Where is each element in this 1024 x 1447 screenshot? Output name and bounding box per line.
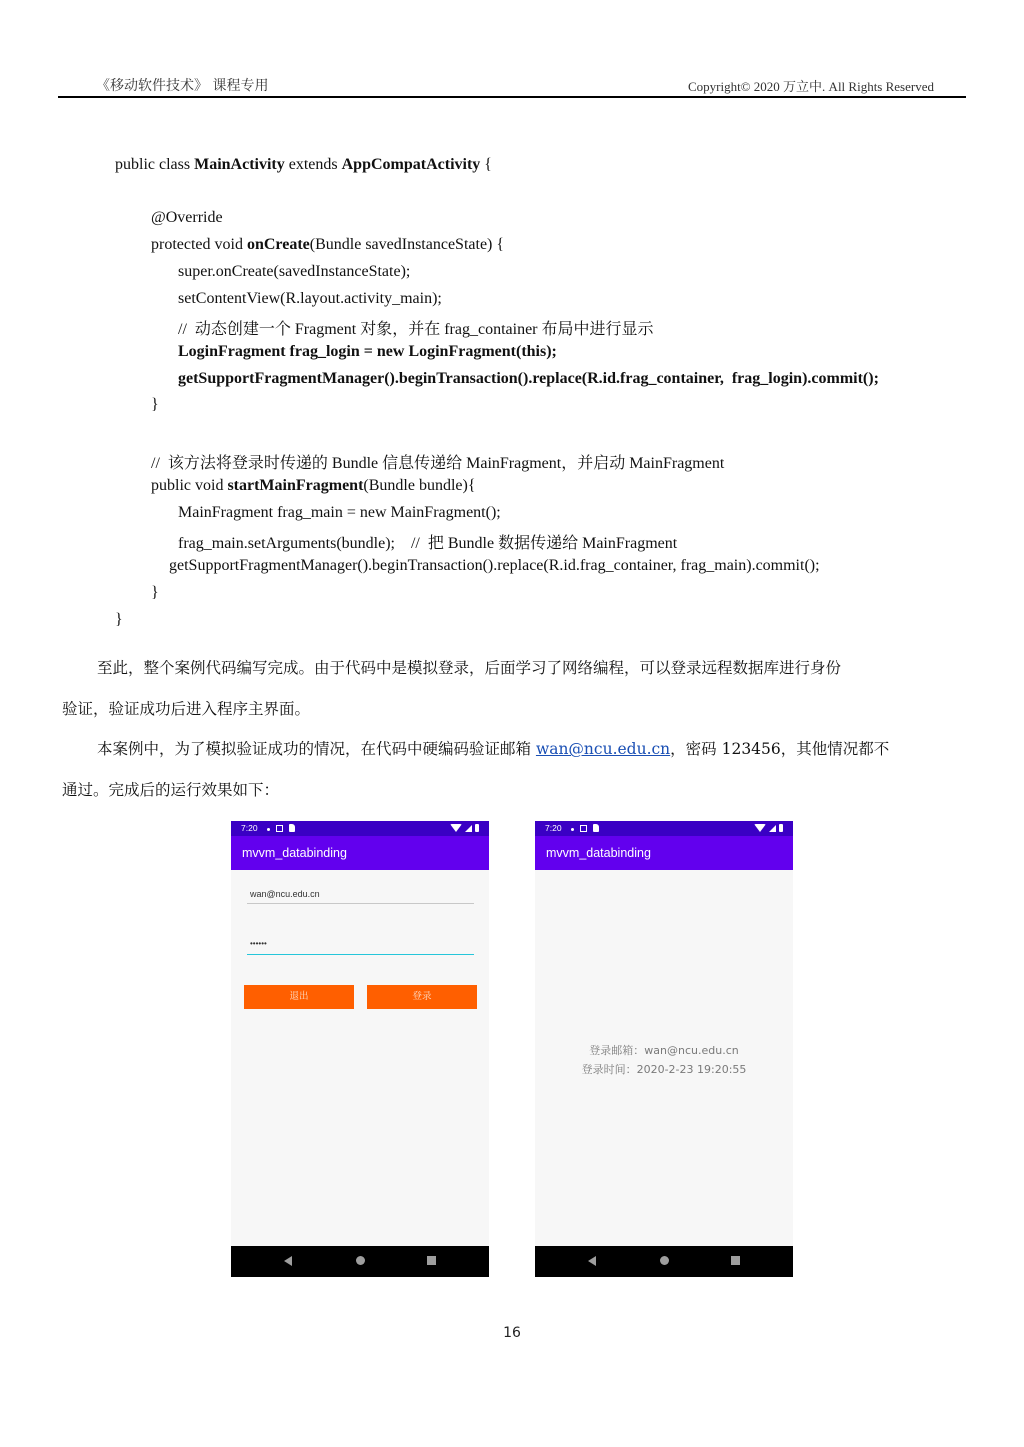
code-line-replace-main: getSupportFragmentManager().beginTransaction().replace(R.id.frag_container, frag_main).commit(); — [169, 557, 820, 574]
back-icon[interactable] — [588, 1256, 596, 1266]
code-line-oncreate-decl: protected void onCreate(Bundle savedInstanceState) { — [151, 236, 505, 253]
signal-icon — [465, 825, 472, 832]
signal-icon — [769, 825, 776, 832]
page-number: 16 — [503, 1325, 521, 1341]
notification-app-icon — [276, 825, 283, 832]
app-title: mvvm_databinding — [242, 846, 347, 860]
code-line-setcontent: setContentView(R.layout.activity_main); — [178, 290, 442, 307]
code-line-close-startmain: } — [151, 584, 159, 601]
home-icon[interactable] — [660, 1256, 669, 1265]
login-email-text: 登录邮箱：wan@ncu.edu.cn — [589, 1044, 739, 1057]
code-line-comment-2: // 该方法将登录时传递的 Bundle 信息传递给 MainFragment，并启动 MainFragment — [151, 455, 725, 472]
recent-apps-icon[interactable] — [427, 1256, 436, 1265]
paragraph-2-line-1: 本案例中，为了模拟验证成功的情况，在代码中硬编码验证邮箱 wan@ncu.edu.cn，密码 123456，其他情况都不 — [97, 740, 890, 758]
code-line-class-decl: public class MainActivity extends AppCompatActivity { — [115, 156, 492, 173]
code-line-close-oncreate: } — [151, 396, 159, 413]
code-line-login-fragment: LoginFragment frag_login = new LoginFragment(this); — [178, 343, 557, 360]
code-line-startmain-decl: public void startMainFragment(Bundle bundle){ — [151, 477, 476, 494]
email-link[interactable]: wan@ncu.edu.cn — [535, 740, 671, 758]
exit-button[interactable]: 退出 — [244, 985, 354, 1009]
sd-card-icon — [289, 824, 295, 832]
notification-app-icon — [580, 825, 587, 832]
sd-card-icon — [593, 824, 599, 832]
status-time: 7:20 — [545, 823, 562, 833]
navigation-bar — [535, 1246, 793, 1277]
wifi-icon — [450, 824, 462, 832]
code-line-replace-login: getSupportFragmentManager().beginTransaction().replace(R.id.frag_container, frag_login).commit(); — [178, 370, 879, 387]
code-line-comment-1: // 动态创建一个 Fragment 对象，并在 frag_container 布局中进行显示 — [178, 321, 654, 338]
code-line-override: @Override — [151, 209, 223, 226]
page-header — [58, 72, 966, 98]
app-bar — [535, 836, 793, 870]
wifi-icon — [754, 824, 766, 832]
login-button[interactable]: 登录 — [367, 985, 477, 1009]
main-screen-screenshot — [535, 821, 793, 1277]
login-time-text: 登录时间：2020-2-23 19:20:55 — [581, 1063, 747, 1076]
paragraph-1-line-2: 验证，验证成功后进入程序主界面。 — [62, 700, 311, 718]
code-line-close-class: } — [115, 611, 123, 628]
copyright-notice: Copyright© 2020 万立中. All Rights Reserved — [687, 79, 934, 94]
navigation-bar — [231, 1246, 489, 1277]
back-icon[interactable] — [284, 1256, 292, 1266]
paragraph-1-line-1: 至此，整个案例代码编写完成。由于代码中是模拟登录，后面学习了网络编程，可以登录远程数据库进行身份 — [97, 659, 842, 677]
notification-dot-icon — [267, 828, 270, 831]
app-bar — [231, 836, 489, 870]
password-field[interactable]: •••••• — [247, 939, 474, 955]
code-line-set-arguments: frag_main.setArguments(bundle); // 把 Bundle 数据传递给 MainFragment — [178, 535, 678, 552]
code-line-super: super.onCreate(savedInstanceState); — [178, 263, 411, 280]
login-screen-screenshot — [231, 821, 489, 1277]
battery-icon — [779, 824, 783, 832]
course-title: 《移动软件技术》 课程专用 — [96, 78, 269, 94]
home-icon[interactable] — [356, 1256, 365, 1265]
email-field[interactable]: wan@ncu.edu.cn — [247, 889, 474, 904]
code-line-main-fragment: MainFragment frag_main = new MainFragment(); — [178, 504, 501, 521]
recent-apps-icon[interactable] — [731, 1256, 740, 1265]
status-time: 7:20 — [241, 823, 258, 833]
battery-icon — [475, 824, 479, 832]
paragraph-2-line-2: 通过。完成后的运行效果如下： — [62, 781, 280, 799]
notification-dot-icon — [571, 828, 574, 831]
app-title: mvvm_databinding — [546, 846, 651, 860]
status-bar — [535, 821, 793, 836]
status-bar — [231, 821, 489, 836]
